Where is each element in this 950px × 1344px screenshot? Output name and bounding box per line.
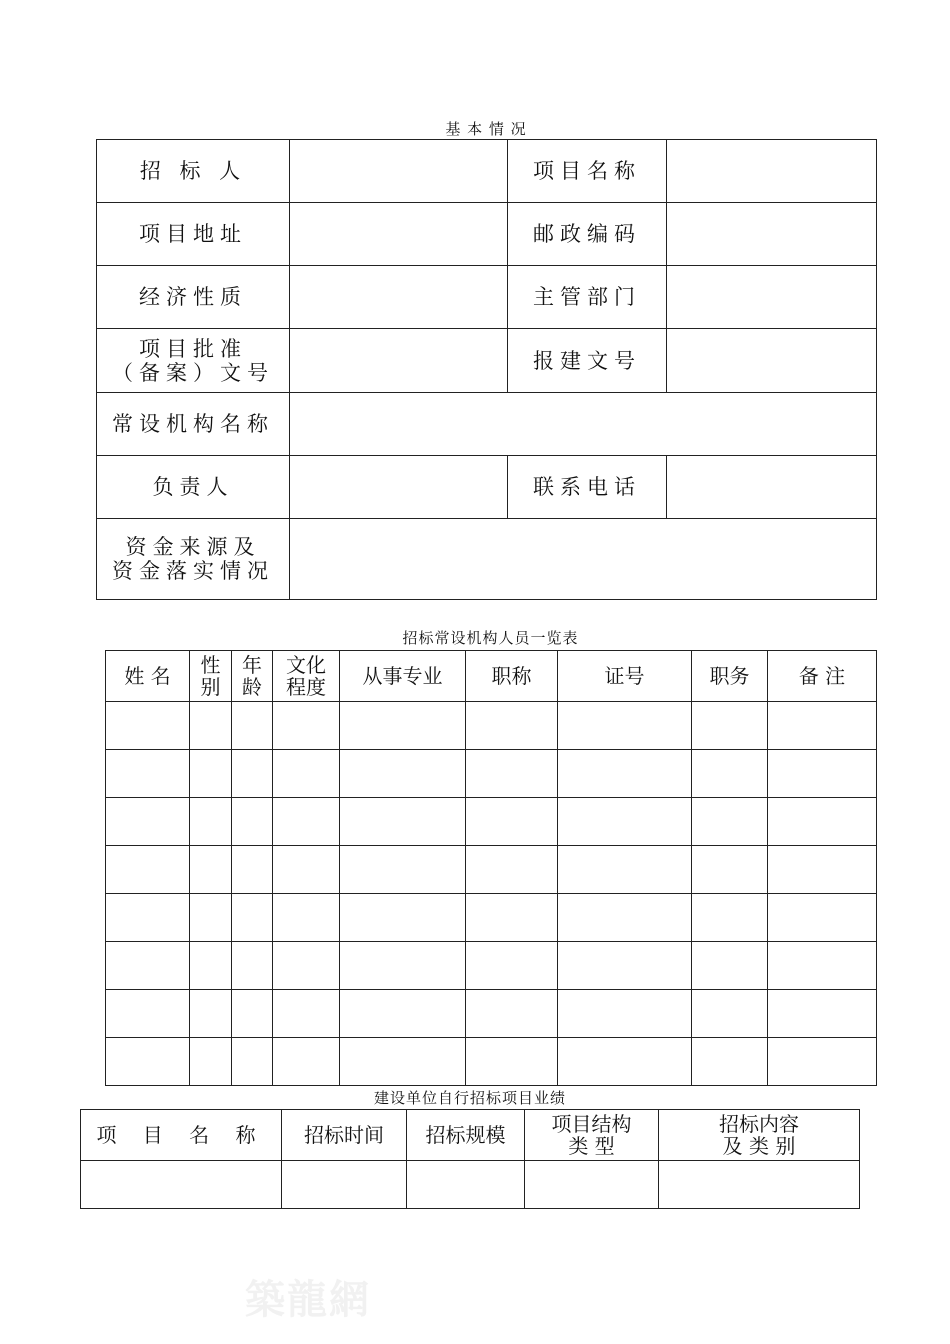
value-contact-phone[interactable] [667,456,877,519]
label-postal-code: 邮政编码 [508,203,667,266]
table-cell[interactable] [81,1161,282,1209]
table-cell[interactable] [232,846,273,894]
header-structure-l1: 项目结构 [551,1112,632,1136]
label-funding-source [97,519,290,600]
table-cell[interactable] [273,702,340,750]
label-project-name: 项目名称 [508,140,667,203]
table-cell[interactable] [692,990,768,1038]
label-project-address: 项目地址 [97,203,290,266]
value-approval-doc-no[interactable] [290,329,508,393]
header-position: 职务 [692,651,768,702]
table-cell[interactable] [340,990,466,1038]
label-approval-line1: 项目批准 [139,336,247,361]
header-project-name: 项 目 名 称 [81,1110,282,1161]
table-cell[interactable] [340,798,466,846]
label-economic-nature: 经济性质 [97,266,290,329]
header-gender-l1: 性 [200,653,221,677]
table-cell[interactable] [768,750,877,798]
table-cell[interactable] [190,750,232,798]
table-cell[interactable] [768,894,877,942]
table-cell[interactable] [768,846,877,894]
header-tender-time: 招标时间 [282,1110,407,1161]
header-tender-content [659,1110,860,1161]
basic-info-row [97,393,877,456]
label-tenderer: 招 标 人 [97,140,290,203]
table-cell[interactable] [273,990,340,1038]
table-cell[interactable] [106,1038,190,1086]
basic-info-row [97,203,877,266]
basic-info-row [97,329,877,393]
table-cell[interactable] [692,798,768,846]
header-structure-type [525,1110,659,1161]
table-cell[interactable] [340,894,466,942]
header-major: 从事专业 [340,651,466,702]
header-content-l1: 招标内容 [719,1112,799,1136]
table-cell[interactable] [768,1038,877,1086]
performance-header-row [81,1110,860,1161]
table-cell[interactable] [232,798,273,846]
header-education [273,651,340,702]
table-cell[interactable] [273,942,340,990]
table-cell[interactable] [190,990,232,1038]
table-cell[interactable] [768,702,877,750]
watermark-logo: 築龍網 [245,1276,371,1323]
table-row [106,1038,877,1086]
table-cell[interactable] [273,798,340,846]
table-row [106,942,877,990]
label-registration-doc-no: 报建文号 [508,329,667,393]
label-funding-line2: 资金落实情况 [112,559,274,583]
table-cell[interactable] [558,798,692,846]
basic-info-table [96,139,877,600]
staff-table [105,650,877,1086]
table-row [106,894,877,942]
header-tender-scale: 招标规模 [407,1110,525,1161]
value-funding-source[interactable] [290,519,877,600]
table-cell[interactable] [273,1038,340,1086]
table-cell[interactable] [558,894,692,942]
value-supervising-dept[interactable] [667,266,877,329]
table-cell[interactable] [407,1161,525,1209]
table-cell[interactable] [768,798,877,846]
table-cell[interactable] [232,702,273,750]
table-cell[interactable] [558,990,692,1038]
header-content-l2: 及 类 别 [722,1134,796,1158]
table-row [106,750,877,798]
table-cell[interactable] [106,990,190,1038]
performance-table-body [81,1161,860,1209]
table-cell[interactable] [190,702,232,750]
table-cell[interactable] [466,942,558,990]
table-row [106,990,877,1038]
table-cell[interactable] [466,702,558,750]
table-cell[interactable] [106,846,190,894]
table-cell[interactable] [190,798,232,846]
header-cert-no: 证号 [558,651,692,702]
table-cell[interactable] [282,1161,407,1209]
table-cell[interactable] [190,894,232,942]
label-contact-phone: 联系电话 [508,456,667,519]
header-edu-l2: 程度 [286,675,326,699]
basic-info-row [97,519,877,600]
table-cell[interactable] [659,1161,860,1209]
table-cell[interactable] [232,750,273,798]
value-project-name[interactable] [667,140,877,203]
value-tenderer[interactable] [290,140,508,203]
header-remark: 备 注 [768,651,877,702]
table-cell[interactable] [692,750,768,798]
table-cell[interactable] [232,1038,273,1086]
table-cell[interactable] [190,846,232,894]
table-row [106,798,877,846]
label-standing-agency: 常设机构名称 [97,393,290,456]
value-economic-nature[interactable] [290,266,508,329]
header-structure-l2: 类 型 [568,1134,615,1158]
table-cell[interactable] [340,702,466,750]
basic-info-row [97,456,877,519]
table-cell[interactable] [466,846,558,894]
table-cell[interactable] [232,942,273,990]
header-gender [190,651,232,702]
staff-header-row [106,651,877,702]
table-cell[interactable] [232,894,273,942]
header-age-l2: 龄 [242,675,262,699]
table-cell[interactable] [558,702,692,750]
value-project-address[interactable] [290,203,508,266]
basic-info-caption: 基 本 情 况 [445,120,527,138]
performance-table [80,1109,860,1209]
header-edu-l1: 文化 [286,653,326,677]
table-row [81,1161,860,1209]
staff-table-caption: 招标常设机构人员一览表 [402,629,579,647]
table-cell[interactable] [466,894,558,942]
table-cell[interactable] [273,750,340,798]
table-cell[interactable] [768,990,877,1038]
staff-table-body [106,702,877,1086]
table-cell[interactable] [106,942,190,990]
basic-info-row [97,140,877,203]
table-row [106,846,877,894]
header-gender-l2: 别 [200,675,221,699]
header-age-l1: 年 [242,653,262,677]
table-cell[interactable] [106,702,190,750]
table-cell[interactable] [692,1038,768,1086]
table-cell[interactable] [692,846,768,894]
table-cell[interactable] [190,1038,232,1086]
table-cell[interactable] [558,750,692,798]
table-cell[interactable] [692,942,768,990]
table-cell[interactable] [106,894,190,942]
table-cell[interactable] [466,798,558,846]
table-cell[interactable] [340,942,466,990]
label-supervising-dept: 主管部门 [508,266,667,329]
label-funding-line1: 资金来源及 [125,535,261,559]
table-cell[interactable] [768,942,877,990]
table-cell[interactable] [466,750,558,798]
table-cell[interactable] [232,990,273,1038]
table-cell[interactable] [340,1038,466,1086]
table-cell[interactable] [466,990,558,1038]
table-cell[interactable] [340,846,466,894]
table-cell[interactable] [273,894,340,942]
table-cell[interactable] [106,798,190,846]
table-cell[interactable] [558,942,692,990]
table-cell[interactable] [106,750,190,798]
label-approval-doc-no [97,329,290,393]
table-cell[interactable] [558,1038,692,1086]
header-age [232,651,273,702]
table-cell[interactable] [340,750,466,798]
basic-info-row [97,266,877,329]
label-person-in-charge: 负责人 [97,456,290,519]
value-registration-doc-no[interactable] [667,329,877,393]
label-approval-line2: （备案）文号 [112,360,274,385]
table-cell[interactable] [466,1038,558,1086]
performance-table-caption: 建设单位自行招标项目业绩 [373,1089,566,1107]
table-cell[interactable] [273,846,340,894]
table-cell[interactable] [692,702,768,750]
value-person-in-charge[interactable] [290,456,508,519]
table-cell[interactable] [692,894,768,942]
table-row [106,702,877,750]
table-cell[interactable] [558,846,692,894]
value-standing-agency[interactable] [290,393,877,456]
value-postal-code[interactable] [667,203,877,266]
header-title: 职称 [466,651,558,702]
header-name: 姓 名 [106,651,190,702]
table-cell[interactable] [525,1161,659,1209]
table-cell[interactable] [190,942,232,990]
